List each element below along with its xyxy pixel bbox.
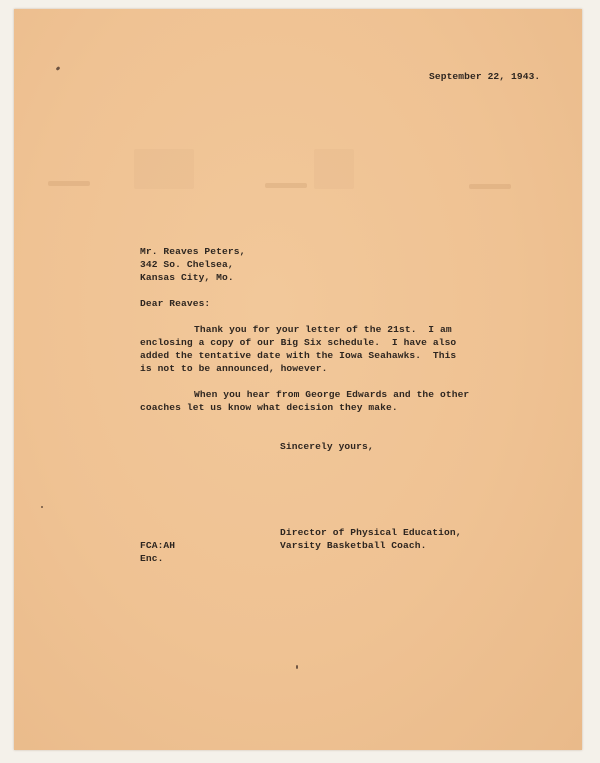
paper-speck: [56, 66, 61, 71]
body-paragraph-1-line: added the tentative date with the Iowa Seahawks. This: [140, 350, 457, 361]
show-through-mark: [48, 181, 90, 186]
recipient-name: Mr. Reaves Peters,: [140, 246, 246, 257]
paper-speck: [296, 665, 298, 669]
show-through-mark: [469, 184, 511, 189]
reference-initials: FCA:AH: [140, 540, 176, 551]
show-through-mark: [134, 149, 194, 189]
closing: Sincerely yours,: [280, 441, 374, 452]
recipient-street: 342 So. Chelsea,: [140, 259, 234, 270]
salutation: Dear Reaves:: [140, 298, 211, 309]
show-through-mark: [314, 149, 354, 189]
body-paragraph-2-line: coaches let us know what decision they make.: [140, 402, 398, 413]
signature-title-line: Director of Physical Education,: [280, 527, 462, 538]
recipient-city: Kansas City, Mo.: [140, 272, 234, 283]
signature-title-line: Varsity Basketball Coach.: [280, 540, 427, 551]
body-paragraph-1-line: is not to be announced, however.: [140, 363, 328, 374]
show-through-mark: [265, 183, 307, 188]
body-paragraph-1-line: Thank you for your letter of the 21st. I am: [194, 324, 452, 335]
body-paragraph-1-line: enclosing a copy of our Big Six schedule. I have also: [140, 337, 457, 348]
paper-speck: [41, 506, 43, 508]
letter-page: [14, 9, 582, 750]
letter-date: September 22, 1943.: [429, 71, 541, 82]
body-paragraph-2-line: When you hear from George Edwards and the other: [194, 389, 470, 400]
enclosure-notation: Enc.: [140, 553, 164, 564]
